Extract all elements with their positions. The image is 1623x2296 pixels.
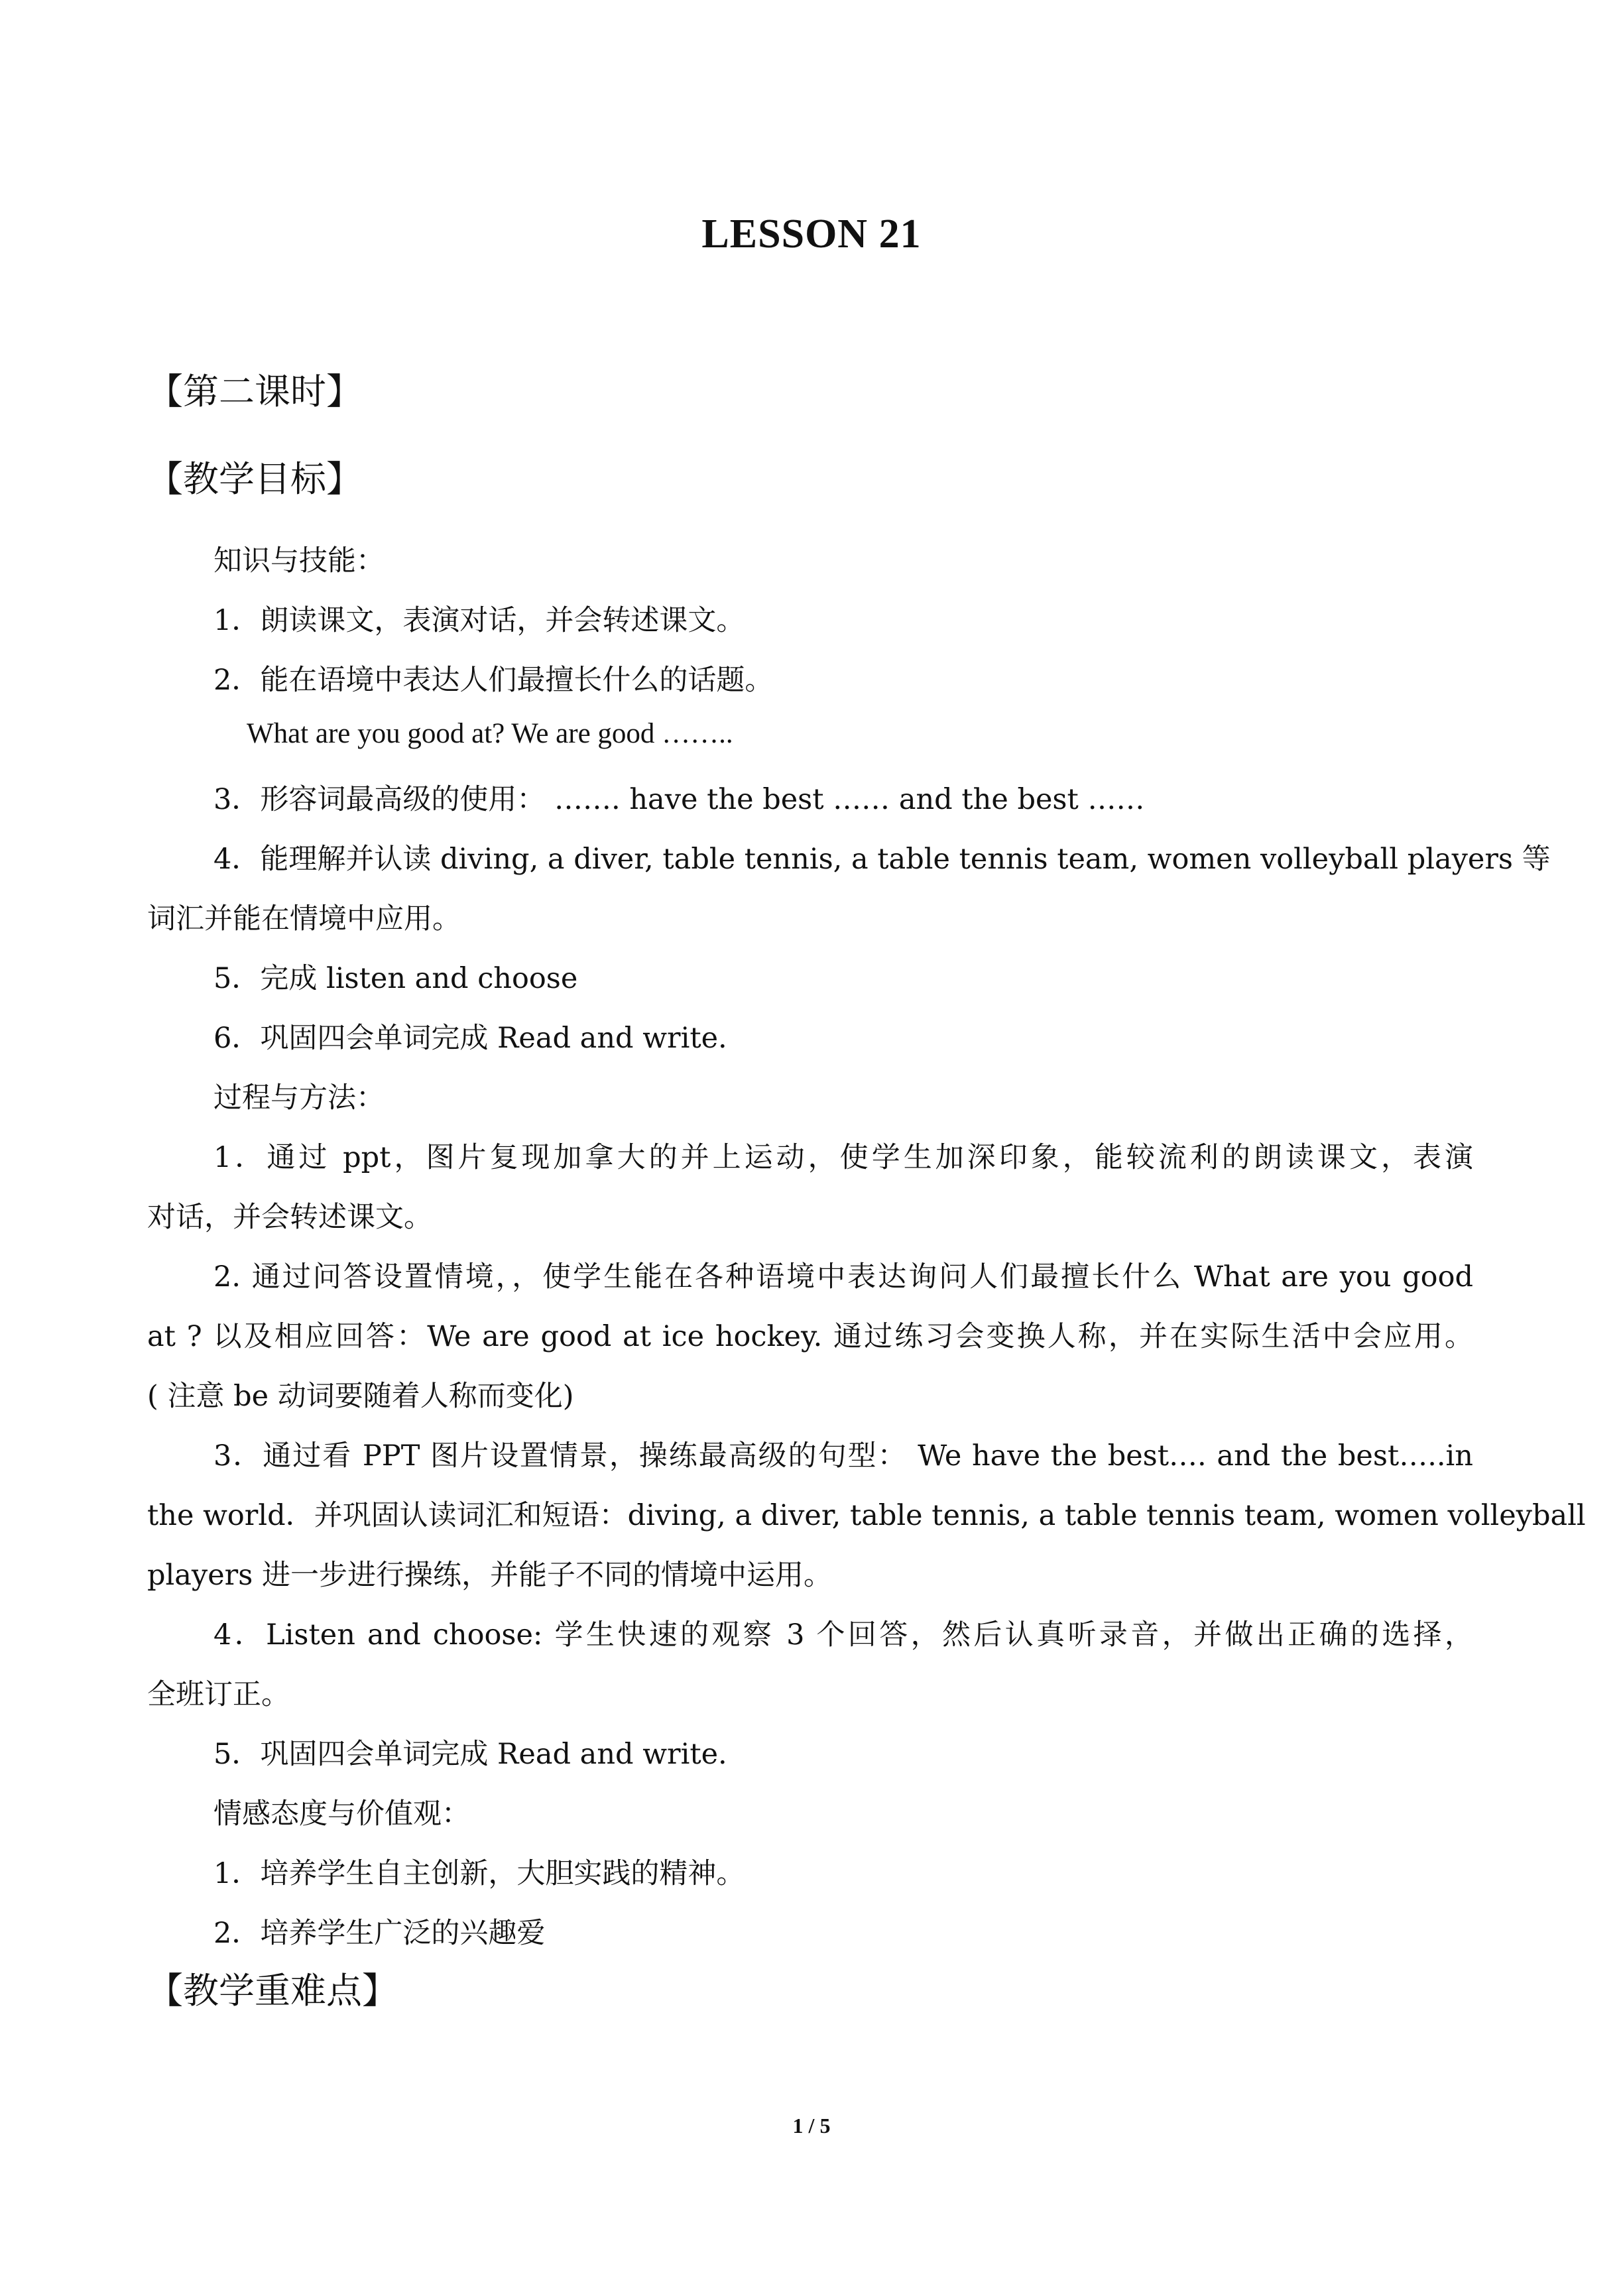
- process-item-2-line-3: ( 注意 be 动词要随着人称而变化): [147, 1380, 574, 1413]
- knowledge-item-4-line-1: 4．能理解并认读 diving, a diver, table tennis, a table tennis team, women volleyball players 等: [213, 843, 1551, 876]
- process-item-4-line-2: 全班订正。: [147, 1678, 290, 1711]
- heading-objectives: 【教学目标】: [147, 458, 362, 500]
- knowledge-item-6: 6．巩固四会单词完成 Read and write.: [213, 1022, 727, 1055]
- process-item-1-line-2: 对话，并会转述课文。: [147, 1201, 432, 1234]
- page-number: 1 / 5: [792, 2114, 831, 2138]
- process-item-3-line-3: players 进一步进行操练，并能子不同的情境中运用。: [147, 1559, 832, 1592]
- knowledge-item-5: 5．完成 listen and choose: [213, 962, 578, 995]
- knowledge-item-4-line-2: 词汇并能在情境中应用。: [147, 902, 461, 936]
- lesson-title: LESSON 21: [701, 211, 922, 257]
- heading-period: 【第二课时】: [147, 371, 362, 412]
- process-item-4-line-1: 4．Listen and choose: 学生快速的观察 3 个回答，然后认真听录音，并做出正确的选择，: [213, 1618, 1473, 1652]
- knowledge-label: 知识与技能：: [213, 544, 385, 577]
- emotion-label: 情感态度与价值观：: [213, 1797, 470, 1831]
- knowledge-item-2: 2．能在语境中表达人们最擅长什么的话题。: [213, 664, 774, 697]
- heading-key-points: 【教学重难点】: [147, 1970, 398, 2012]
- emotion-item-2: 2．培养学生广泛的兴趣爱: [213, 1917, 546, 1950]
- knowledge-item-2-example: What are you good at? We are good ……..: [247, 718, 733, 749]
- process-label: 过程与方法：: [213, 1081, 385, 1115]
- process-item-3-line-1: 3．通过看 PPT 图片设置情景，操练最高级的句型： We have the best…. and the best…..in: [213, 1439, 1473, 1473]
- process-item-1-line-1: 1．通过 ppt，图片复现加拿大的并上运动，使学生加深印象，能较流利的朗读课文，表演: [213, 1141, 1473, 1174]
- knowledge-item-1: 1．朗读课文，表演对话，并会转述课文。: [213, 604, 745, 637]
- process-item-3-line-2: the world．并巩固认读词汇和短语：diving, a diver, table tennis, a table tennis team, women volleyball: [147, 1499, 1586, 1532]
- knowledge-item-3: 3．形容词最高级的使用： ……. have the best …… and the best ……: [213, 783, 1145, 816]
- emotion-item-1: 1．培养学生自主创新，大胆实践的精神。: [213, 1857, 745, 1890]
- process-item-2-line-1: 2. 通过问答设置情境，，使学生能在各种语境中表达询问人们最擅长什么 What are you good: [213, 1260, 1473, 1294]
- process-item-2-line-2: at ? 以及相应回答：We are good at ice hockey. 通过练习会变换人称，并在实际生活中会应用。: [147, 1320, 1473, 1353]
- process-item-5: 5．巩固四会单词完成 Read and write.: [213, 1738, 727, 1771]
